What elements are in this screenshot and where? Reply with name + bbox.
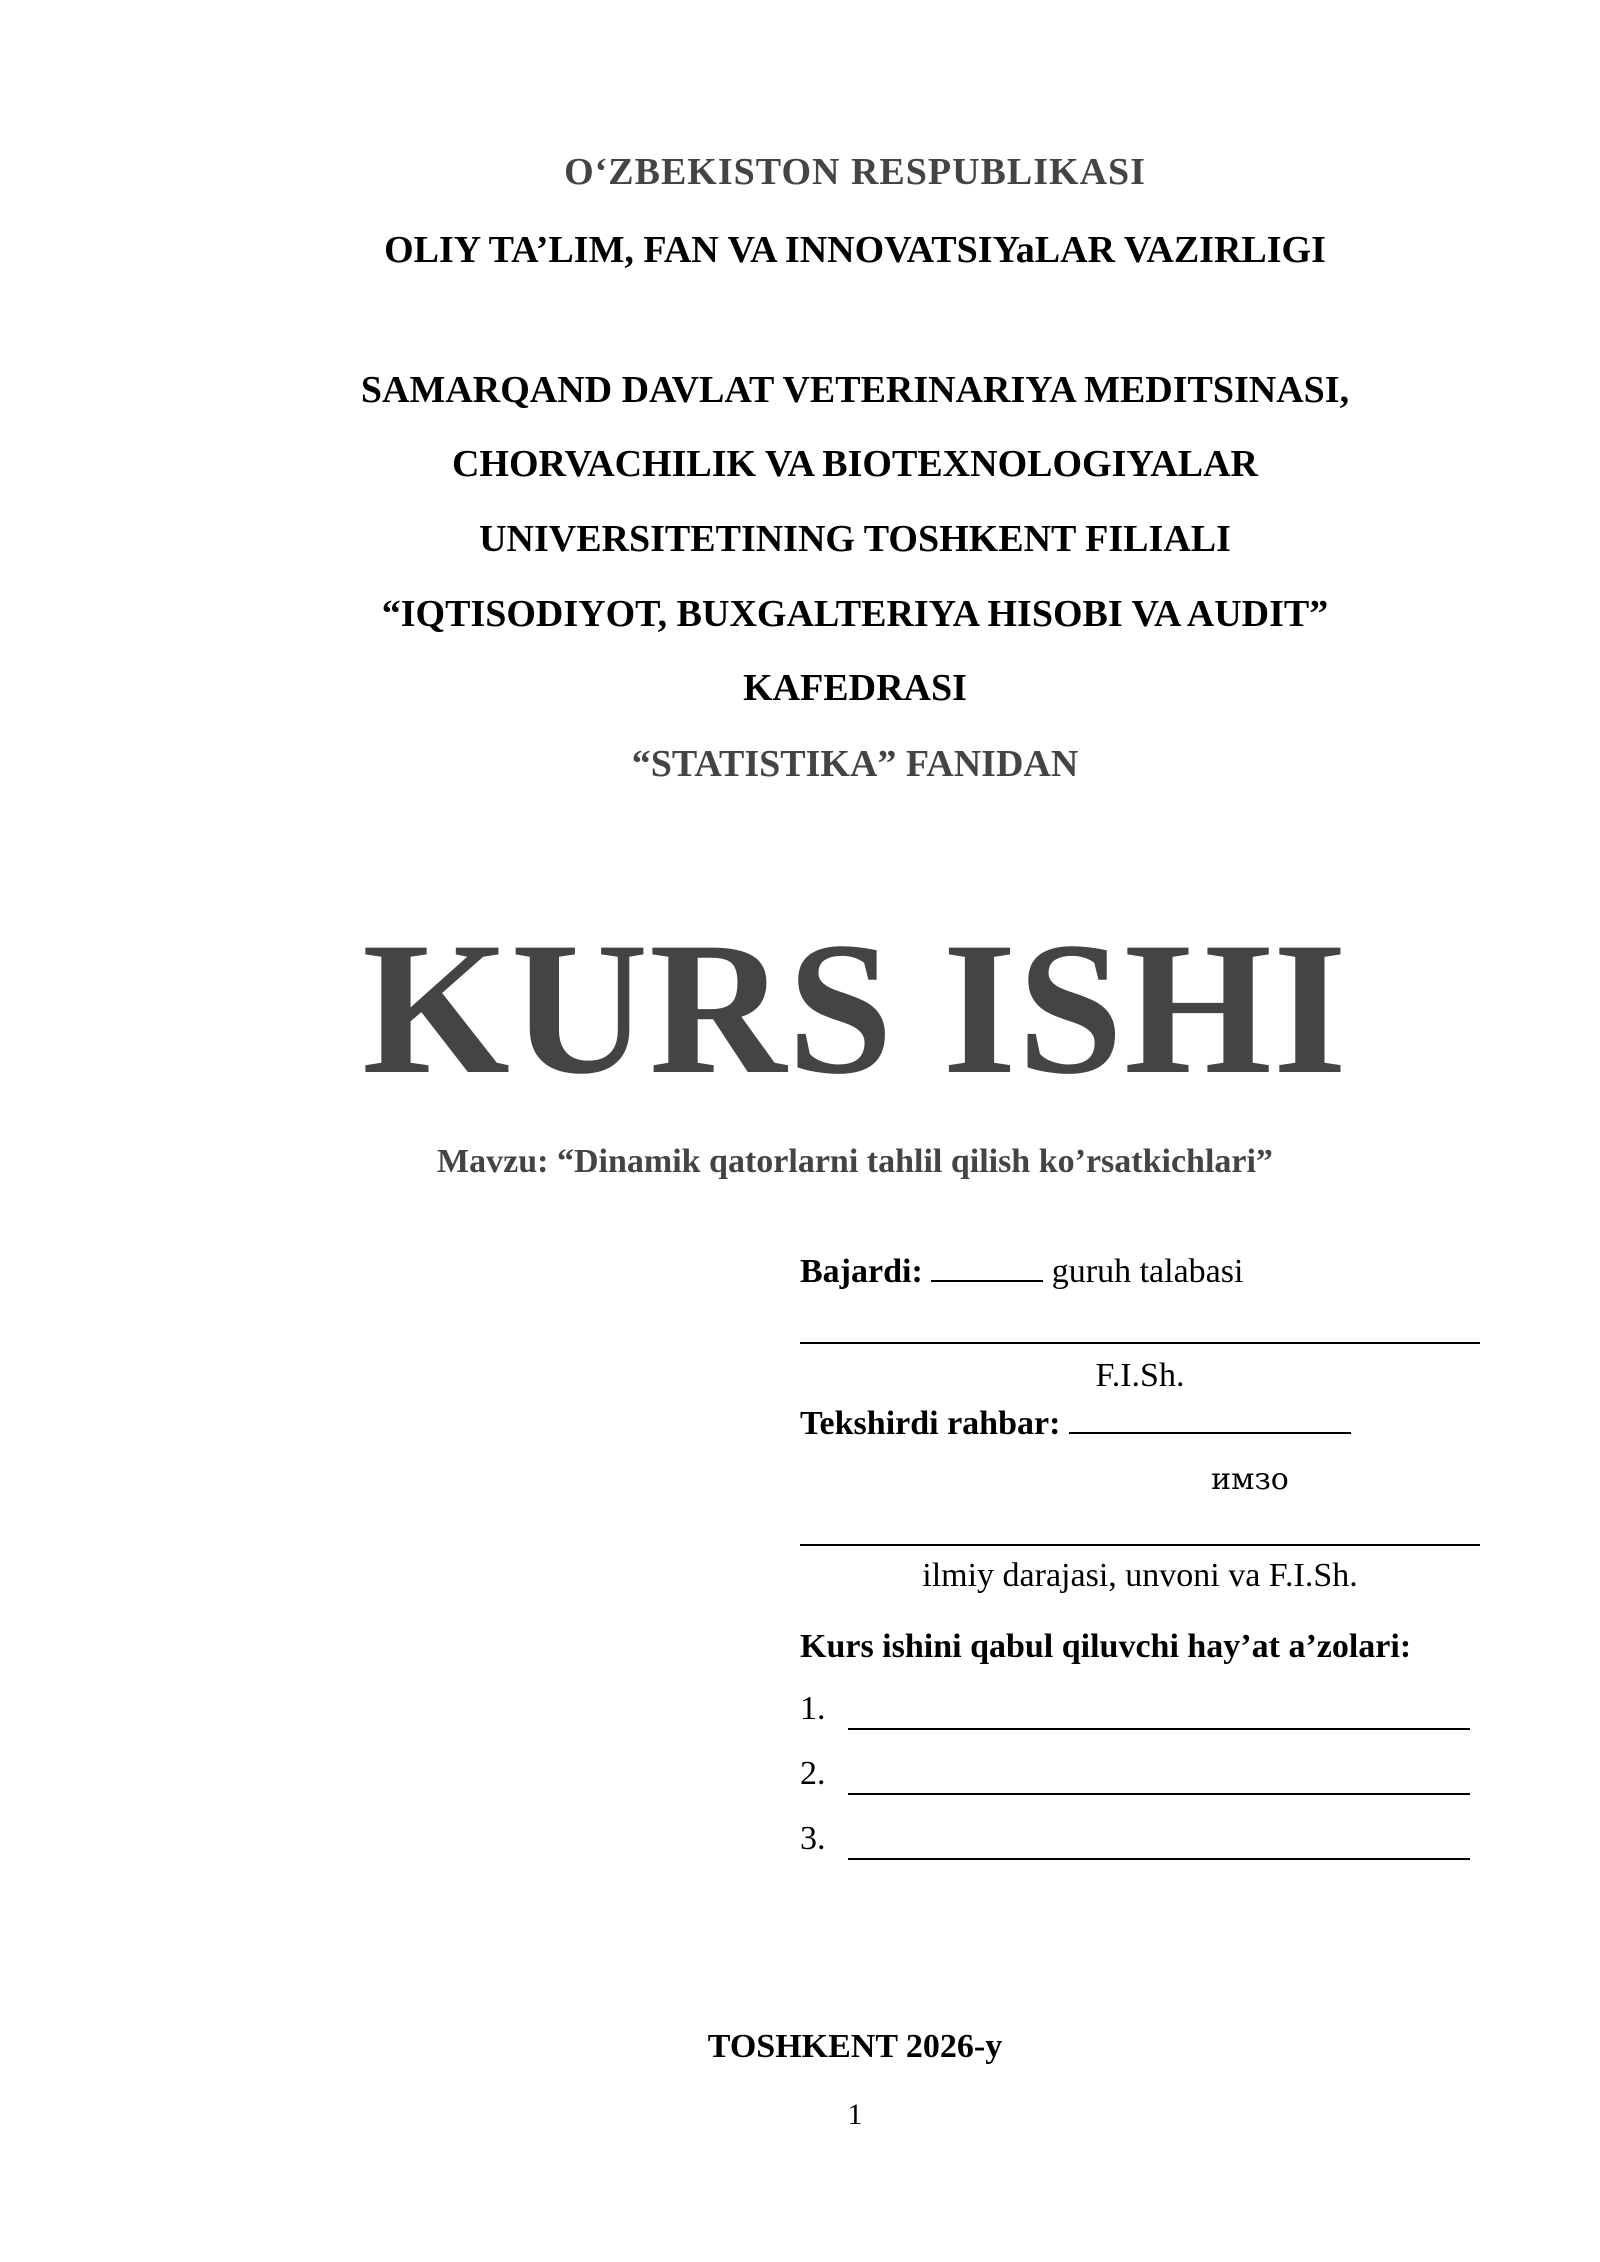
page-number: 1 — [847, 2098, 863, 2131]
committee-member-blank[interactable] — [848, 1858, 1470, 1860]
country-heading: O‘ZBEKISTON RESPUBLIKASI — [564, 151, 1146, 193]
supervisor-title-blank[interactable] — [800, 1544, 1480, 1546]
performer-label: Bajardi: — [800, 1253, 923, 1290]
supervisor-label: Tekshirdi rahbar: — [800, 1405, 1061, 1442]
department-label: KAFEDRASI — [743, 667, 967, 709]
committee-member-number: 1. — [800, 1690, 826, 1727]
university-line-3: UNIVERSITETINING TOSHKENT FILIALI — [479, 518, 1231, 560]
document-title: KURS ISHI — [362, 904, 1348, 1114]
group-suffix: guruh talabasi — [1051, 1253, 1244, 1290]
city-year: TOSHKENT 2026-y — [707, 2028, 1003, 2065]
university-line-2: CHORVACHILIK VA BIOTEXNOLOGIYALAR — [451, 443, 1259, 485]
performer-row — [800, 1253, 1490, 1291]
group-blank[interactable] — [931, 1280, 1043, 1282]
committee-label: Kurs ishini qabul qiluvchi hay’at a’zolari: — [800, 1628, 1412, 1665]
supervisor-row — [800, 1405, 1490, 1443]
committee-member-blank[interactable] — [848, 1793, 1470, 1795]
student-name-blank[interactable] — [800, 1342, 1480, 1344]
university-line-1: SAMARQAND DAVLAT VETERINARIYA MEDITSINASI, — [360, 369, 1350, 411]
committee-member-number: 3. — [800, 1820, 826, 1857]
committee-member-number: 2. — [800, 1755, 826, 1792]
department-name: “IQTISODIYOT, BUXGALTERIYA HISOBI VA AUDIT” — [381, 593, 1329, 635]
student-name-caption: F.I.Sh. — [1095, 1357, 1185, 1394]
supervisor-title-caption: ilmiy darajasi, unvoni va F.I.Sh. — [922, 1557, 1358, 1594]
subject-heading: “STATISTIKA” FANIDAN — [631, 743, 1079, 785]
ministry-heading: OLIY TA’LIM, FAN VA INNOVATSIYaLAR VAZIRLIGI — [384, 229, 1326, 271]
signature-caption: имзо — [1211, 1462, 1289, 1497]
committee-member-blank[interactable] — [848, 1728, 1470, 1730]
supervisor-signature-blank[interactable] — [1069, 1432, 1351, 1434]
topic-line: Mavzu: “Dinamik qatorlarni tahlil qilish ko’rsatkichlari” — [437, 1143, 1273, 1180]
